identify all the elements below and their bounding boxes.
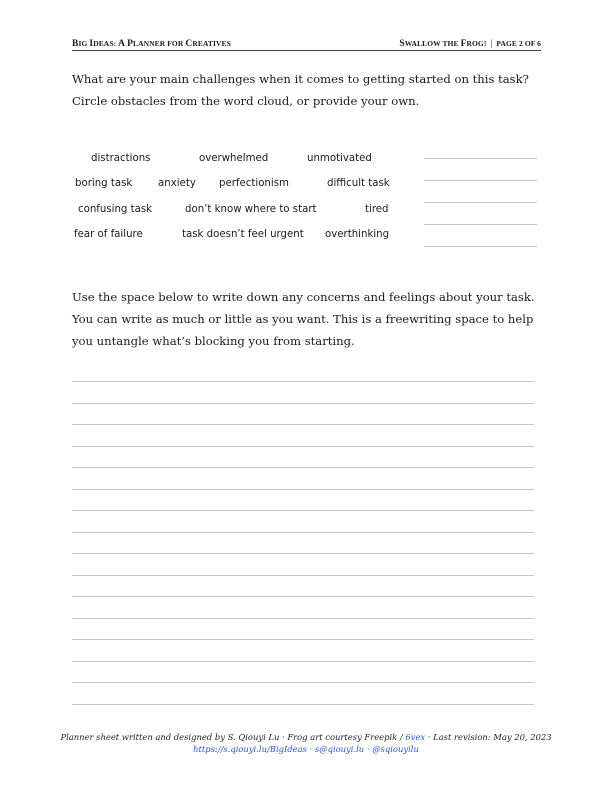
footer-dot: · bbox=[306, 744, 315, 754]
writing-line[interactable] bbox=[72, 403, 534, 404]
writing-line[interactable] bbox=[72, 639, 534, 640]
writing-line[interactable] bbox=[72, 467, 534, 468]
word-boring-task[interactable]: boring task bbox=[75, 178, 133, 189]
revision-text: · Last revision: May 20, 2023 bbox=[425, 732, 552, 742]
section-title: SWALLOW THE FROG! | PAGE 2 OF 6 bbox=[399, 38, 541, 49]
writing-line[interactable] bbox=[72, 704, 534, 705]
word-distractions[interactable]: distractions bbox=[91, 153, 151, 164]
word-tired[interactable]: tired bbox=[365, 204, 389, 215]
planner-title: BIG IDEAS: A PLANNER FOR CREATIVES bbox=[72, 39, 231, 49]
writing-line[interactable] bbox=[72, 682, 534, 683]
email-link[interactable]: s@qiouyi.lu bbox=[314, 744, 365, 754]
word-difficult-task[interactable]: difficult task bbox=[327, 178, 390, 189]
footer-credits bbox=[0, 732, 612, 742]
writing-line[interactable] bbox=[72, 661, 534, 662]
writing-line[interactable] bbox=[72, 424, 534, 425]
website-link[interactable]: https://s.qiouyi.lu/BigIdeas bbox=[193, 744, 307, 754]
word-confusing-task[interactable]: confusing task bbox=[78, 204, 153, 215]
word-overwhelmed[interactable]: overwhelmed bbox=[199, 153, 269, 164]
answer-line[interactable] bbox=[424, 246, 537, 247]
writing-line[interactable] bbox=[72, 575, 534, 576]
writing-line[interactable] bbox=[72, 553, 534, 554]
freewriting-prompt: Use the space below to write down any concerns and feelings about your task. You can write as much or little as you want. This is a freewriting space to help you untangle what’s blocking you from starting. bbox=[72, 290, 535, 348]
footer-dot: · bbox=[364, 744, 373, 754]
writing-line[interactable] bbox=[72, 596, 534, 597]
page-number: PAGE 2 OF 6 bbox=[496, 39, 541, 48]
writing-line[interactable] bbox=[72, 446, 534, 447]
answer-line[interactable] bbox=[424, 202, 537, 203]
writing-line[interactable] bbox=[72, 532, 534, 533]
word-overthinking[interactable]: overthinking bbox=[325, 229, 390, 240]
credit-text: Planner sheet written and designed by S. Qiouyi Lu · Frog art courtesy Freepik / bbox=[60, 732, 406, 742]
word-task-doesnt-feel-urgent[interactable]: task doesn’t feel urgent bbox=[182, 229, 304, 240]
writing-line[interactable] bbox=[72, 510, 534, 511]
answer-line[interactable] bbox=[424, 224, 537, 225]
word-dont-know-where-to-start[interactable]: don’t know where to start bbox=[185, 204, 317, 215]
page-header bbox=[72, 36, 541, 51]
word-perfectionism[interactable]: perfectionism bbox=[219, 178, 289, 189]
answer-line[interactable] bbox=[424, 180, 537, 181]
answer-line[interactable] bbox=[424, 158, 537, 159]
word-anxiety[interactable]: anxiety bbox=[158, 178, 196, 189]
footer-links bbox=[0, 744, 612, 754]
writing-line[interactable] bbox=[72, 489, 534, 490]
writing-line[interactable] bbox=[72, 381, 534, 382]
challenges-prompt: What are your main challenges when it comes to getting started on this task? Circle obstacles from the word cloud, or provide your own. bbox=[72, 72, 529, 108]
writing-line[interactable] bbox=[72, 618, 534, 619]
header-separator: | bbox=[490, 38, 493, 48]
word-unmotivated[interactable]: unmotivated bbox=[307, 153, 372, 164]
art-credit-link[interactable]: 6vex bbox=[405, 732, 426, 742]
social-handle-link[interactable]: @sqiouyilu bbox=[372, 744, 419, 754]
word-fear-of-failure[interactable]: fear of failure bbox=[74, 229, 143, 240]
